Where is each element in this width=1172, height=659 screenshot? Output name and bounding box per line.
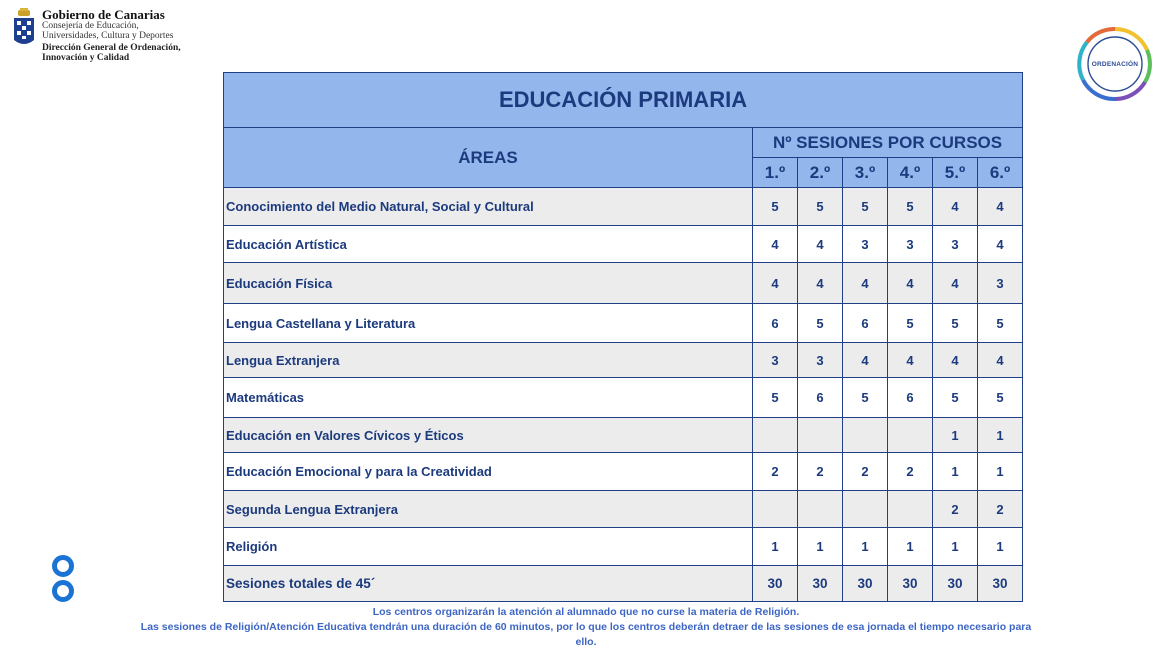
gov-direccion-line1: Dirección General de Ordenación, <box>42 42 181 53</box>
session-count: 1 <box>978 418 1023 453</box>
session-count: 1 <box>798 528 843 566</box>
session-count: 2 <box>978 491 1023 528</box>
session-count: 4 <box>933 343 978 378</box>
session-count: 2 <box>843 453 888 491</box>
note-line-2: Las sesiones de Religión/Atención Educativa tendrán una duración de 60 minutos, por lo que los centros deberán detraer de las sesiones de esa jornada el tiempo necesario para ello. <box>140 621 1032 649</box>
gov-consejeria-line2: Universidades, Cultura y Deportes <box>42 30 174 41</box>
course-header: 4.º <box>888 158 933 188</box>
session-count <box>798 491 843 528</box>
session-count <box>888 418 933 453</box>
total-sessions: 30 <box>798 566 843 602</box>
session-count: 5 <box>888 188 933 226</box>
session-count: 1 <box>933 528 978 566</box>
session-count: 1 <box>978 528 1023 566</box>
sessions-table <box>223 72 1023 602</box>
table-row <box>224 418 1023 453</box>
session-count: 2 <box>933 491 978 528</box>
area-name: Educación Emocional y para la Creatividad <box>224 453 753 491</box>
table-row <box>224 343 1023 378</box>
session-count: 4 <box>933 188 978 226</box>
session-count: 5 <box>978 304 1023 343</box>
session-count: 3 <box>933 226 978 263</box>
session-count: 5 <box>978 378 1023 418</box>
session-count: 4 <box>798 263 843 304</box>
session-count: 3 <box>843 226 888 263</box>
area-name: Educación Física <box>224 263 753 304</box>
session-count: 4 <box>978 343 1023 378</box>
session-count: 3 <box>798 343 843 378</box>
session-count: 6 <box>798 378 843 418</box>
gov-title: Gobierno de Canarias <box>42 7 165 22</box>
session-count: 4 <box>978 226 1023 263</box>
total-sessions: 30 <box>933 566 978 602</box>
session-count: 5 <box>798 304 843 343</box>
table-row <box>224 453 1023 491</box>
area-name: Segunda Lengua Extranjera <box>224 491 753 528</box>
decorative-rings-icon <box>50 554 76 604</box>
ordenacion-badge <box>1073 22 1157 106</box>
table-row <box>224 491 1023 528</box>
note-line-1: Los centros organizarán la atención al alumnado que no curse la materia de Religión. <box>372 606 800 618</box>
session-count: 6 <box>843 304 888 343</box>
session-count: 4 <box>843 343 888 378</box>
coat-of-arms-icon <box>12 8 36 56</box>
totals-label: Sesiones totales de 45´ <box>224 566 753 602</box>
area-name: Educación en Valores Cívicos y Éticos <box>224 418 753 453</box>
session-count: 2 <box>888 453 933 491</box>
session-count: 4 <box>933 263 978 304</box>
session-count: 4 <box>753 226 798 263</box>
total-sessions: 30 <box>843 566 888 602</box>
session-count: 3 <box>888 226 933 263</box>
course-header: 3.º <box>843 158 888 188</box>
session-count: 1 <box>753 528 798 566</box>
session-count: 2 <box>753 453 798 491</box>
session-count: 3 <box>753 343 798 378</box>
table-row <box>224 263 1023 304</box>
gov-consejeria-line1: Consejería de Educación, <box>42 20 139 31</box>
session-count: 4 <box>798 226 843 263</box>
session-count <box>843 491 888 528</box>
session-count <box>888 491 933 528</box>
session-count: 6 <box>888 378 933 418</box>
session-count: 5 <box>933 304 978 343</box>
session-count: 1 <box>933 418 978 453</box>
session-count: 5 <box>888 304 933 343</box>
table-row <box>224 226 1023 263</box>
session-count <box>753 418 798 453</box>
session-count: 1 <box>978 453 1023 491</box>
total-sessions: 30 <box>978 566 1023 602</box>
session-count: 5 <box>933 378 978 418</box>
table-row <box>224 304 1023 343</box>
session-count: 4 <box>753 263 798 304</box>
footer-notes <box>130 605 1042 651</box>
total-sessions: 30 <box>753 566 798 602</box>
area-name: Educación Artística <box>224 226 753 263</box>
course-header: 2.º <box>798 158 843 188</box>
session-count: 5 <box>843 378 888 418</box>
session-count: 5 <box>753 188 798 226</box>
area-name: Lengua Extranjera <box>224 343 753 378</box>
session-count: 4 <box>888 343 933 378</box>
session-count: 4 <box>978 188 1023 226</box>
total-sessions: 30 <box>888 566 933 602</box>
area-name: Matemáticas <box>224 378 753 418</box>
area-name: Lengua Castellana y Literatura <box>224 304 753 343</box>
table-row <box>224 528 1023 566</box>
sessions-header: Nº SESIONES POR CURSOS <box>753 128 1023 158</box>
ordenacion-label: ORDENACIÓN <box>1091 60 1139 68</box>
course-header: 5.º <box>933 158 978 188</box>
session-count: 6 <box>753 304 798 343</box>
course-header: 1.º <box>753 158 798 188</box>
session-count: 3 <box>978 263 1023 304</box>
session-count: 5 <box>843 188 888 226</box>
areas-header: ÁREAS <box>224 128 753 188</box>
course-header: 6.º <box>978 158 1023 188</box>
totals-row <box>224 566 1023 602</box>
session-count: 1 <box>843 528 888 566</box>
session-count: 4 <box>888 263 933 304</box>
session-count <box>843 418 888 453</box>
area-name: Conocimiento del Medio Natural, Social y Cultural <box>224 188 753 226</box>
gov-direccion-line2: Innovación y Calidad <box>42 52 130 63</box>
gobierno-logo <box>12 8 181 64</box>
session-count: 5 <box>798 188 843 226</box>
table-row <box>224 188 1023 226</box>
table-row <box>224 378 1023 418</box>
session-count: 1 <box>888 528 933 566</box>
area-name: Religión <box>224 528 753 566</box>
session-count: 5 <box>753 378 798 418</box>
session-count: 1 <box>933 453 978 491</box>
session-count: 2 <box>798 453 843 491</box>
session-count <box>798 418 843 453</box>
session-count <box>753 491 798 528</box>
session-count: 4 <box>843 263 888 304</box>
table-title: EDUCACIÓN PRIMARIA <box>224 73 1023 128</box>
